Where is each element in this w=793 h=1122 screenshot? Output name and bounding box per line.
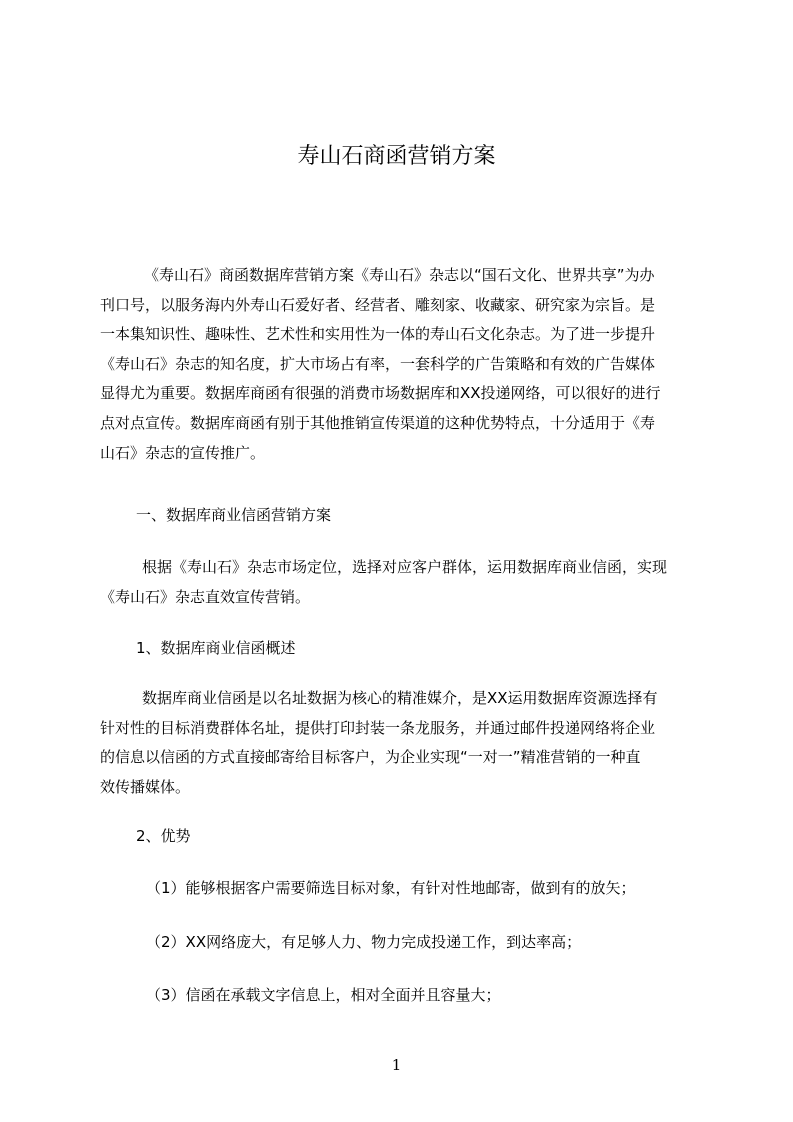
advantage-item: （3）信函在承载文字信息上，相对全面并且容量大； — [146, 986, 501, 1004]
subsection1-line: 数据库商业信函是以名址数据为核心的精准媒介，是XX运用数据库资源选择有 — [142, 689, 658, 707]
document-title: 寿山石商函营销方案 — [297, 144, 496, 169]
subsection-heading-2: 2、优势 — [136, 827, 191, 845]
intro-line: 刊口号，以服务海内外寿山石爱好者、经营者、雕刻家、收藏家、研究家为宗旨。是 — [100, 295, 656, 314]
page-number: 1 — [391, 1056, 402, 1074]
intro-line: 《寿山石》商函数据库营销方案《寿山石》杂志以“国石文化、世界共享”为办 — [144, 266, 655, 284]
intro-line: 一本集知识性、趣味性、艺术性和实用性为一体的寿山石文化杂志。为了进一步提升 — [100, 325, 656, 344]
intro-paragraph — [100, 261, 697, 468]
intro-line: 点对点宣传。数据库商函有别于其他推销宣传渠道的这种优势特点，十分适用于《寿 — [100, 413, 656, 432]
intro-line: 山石》杂志的宣传推广。 — [100, 443, 266, 462]
subsection1-paragraph — [100, 684, 697, 802]
section1-line: 《寿山石》杂志直效宣传营销。 — [100, 587, 311, 606]
subsection1-line: 的信息以信函的方式直接邮寄给目标客户，为企业实现“一对一”精准营销的一种直 — [100, 748, 641, 767]
section-heading-1: 一、数据库商业信函营销方案 — [136, 506, 332, 524]
advantage-item: （1）能够根据客户需要筛选目标对象，有针对性地邮寄，做到有的放矢； — [146, 879, 636, 897]
subsection1-line: 针对性的目标消费群体名址，提供打印封装一条龙服务，并通过邮件投递网络将企业 — [100, 718, 656, 737]
section1-line: 根据《寿山石》杂志市场定位，选择对应客户群体，运用数据库商业信函，实现 — [142, 558, 668, 576]
intro-line: 显得尤为重要。数据库商函有很强的消费市场数据库和XX投递网络，可以很好的进行 — [100, 384, 661, 403]
section1-paragraph — [100, 553, 697, 612]
advantage-item: （2）XX网络庞大，有足够人力、物力完成投递工作，到达率高； — [146, 933, 582, 951]
subsection1-line: 效传播媒体。 — [100, 777, 191, 796]
subsection-heading-1: 1、数据库商业信函概述 — [136, 639, 296, 657]
intro-line: 《寿山石》杂志的知名度，扩大市场占有率，一套科学的广告策略和有效的广告媒体 — [100, 354, 656, 373]
